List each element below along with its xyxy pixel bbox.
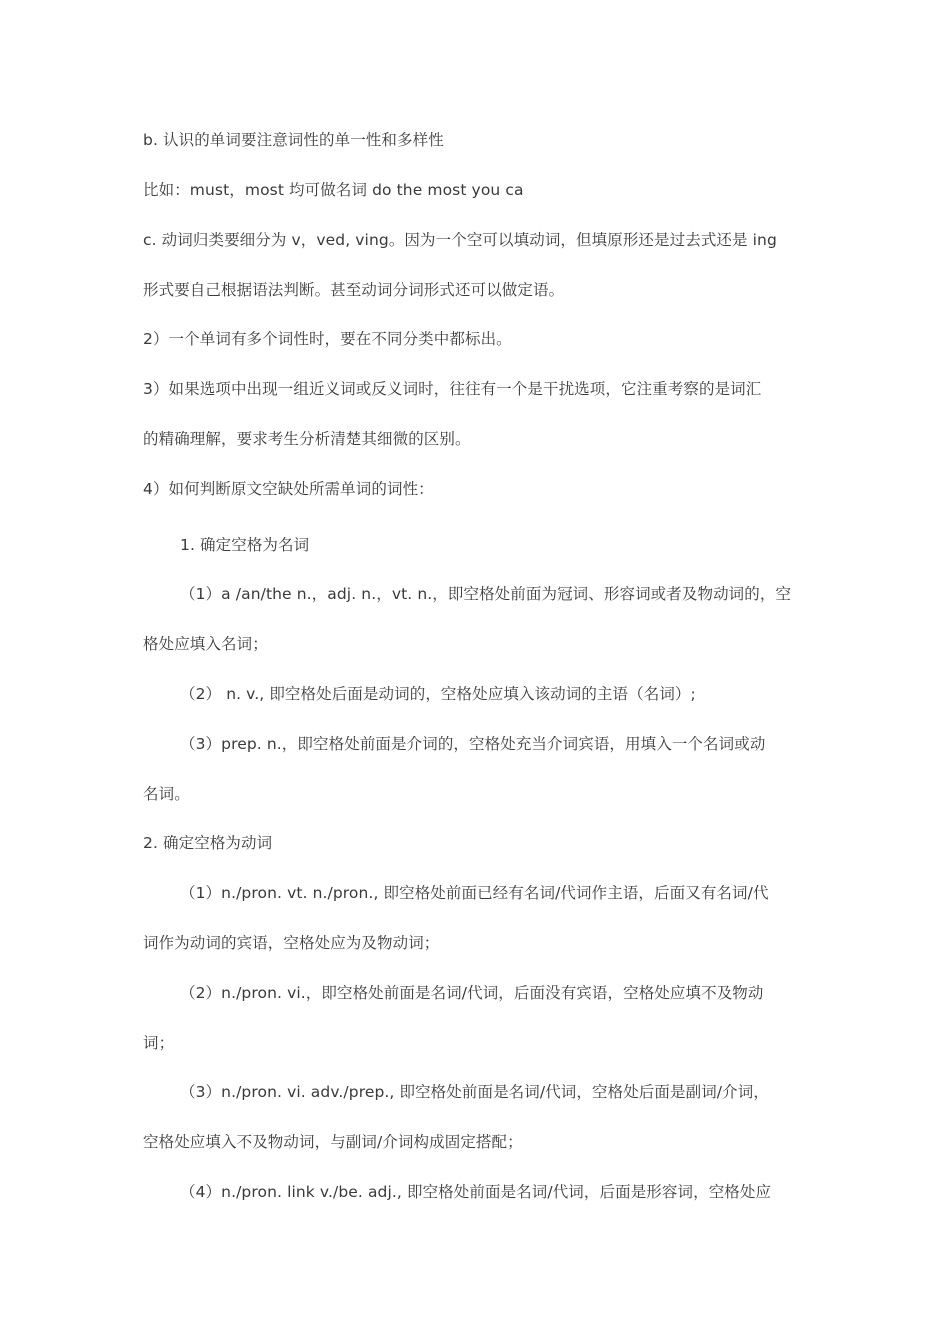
text-line-verb-3-cont: 空格处应填入不及物动词，与副词/介词构成固定搭配； — [143, 1133, 523, 1151]
text-line-noun-1: （1）a /an/the n.，adj. n.，vt. n.，即空格处前面为冠词、形容词或者及物动词的，空 — [180, 585, 792, 603]
text-line-verb-1: （1）n./pron. vt. n./pron., 即空格处前面已经有名词/代词作主语，后面又有名词/代 — [180, 884, 769, 902]
text-line-example: 比如：must，most 均可做名词 do the most you ca — [143, 181, 524, 199]
heading-noun: 1. 确定空格为名词 — [180, 536, 310, 554]
text-line-noun-3-cont: 名词。 — [143, 785, 190, 803]
heading-verb: 2. 确定空格为动词 — [143, 834, 273, 852]
text-line-c-cont: 形式要自己根据语法判断。甚至动词分词形式还可以做定语。 — [143, 281, 565, 299]
text-line-3-cont: 的精确理解，要求考生分析清楚其细微的区别。 — [143, 430, 471, 448]
text-line-verb-4: （4）n./pron. link v./be. adj., 即空格处前面是名词/代词，后面是形容词，空格处应 — [180, 1183, 772, 1201]
text-line-verb-2-cont: 词； — [143, 1034, 175, 1052]
text-line-4: 4）如何判断原文空缺处所需单词的词性： — [143, 480, 434, 498]
text-line-noun-3: （3）prep. n.，即空格处前面是介词的，空格处充当介词宾语，用填入一个名词或动 — [180, 735, 766, 753]
text-line-b: b. 认识的单词要注意词性的单一性和多样性 — [143, 131, 444, 149]
text-line-noun-2: （2） n. v., 即空格处后面是动词的，空格处应填入该动词的主语（名词）; — [180, 685, 696, 703]
text-line-c: c. 动词归类要细分为 v，ved, ving。因为一个空可以填动词，但填原形还是过去式还是 ing — [143, 231, 777, 249]
text-line-verb-2: （2）n./pron. vi.，即空格处前面是名词/代词，后面没有宾语，空格处应填不及物动 — [180, 984, 764, 1002]
text-line-3: 3）如果选项中出现一组近义词或反义词时，往往有一个是干扰选项，它注重考察的是词汇 — [143, 380, 762, 398]
text-line-verb-3: （3）n./pron. vi. adv./prep., 即空格处前面是名词/代词，空格处后面是副词/介词， — [180, 1083, 769, 1101]
text-line-noun-1-cont: 格处应填入名词； — [143, 635, 268, 653]
text-line-verb-1-cont: 词作为动词的宾语，空格处应为及物动词； — [143, 934, 440, 952]
text-line-2: 2）一个单词有多个词性时，要在不同分类中都标出。 — [143, 330, 512, 348]
